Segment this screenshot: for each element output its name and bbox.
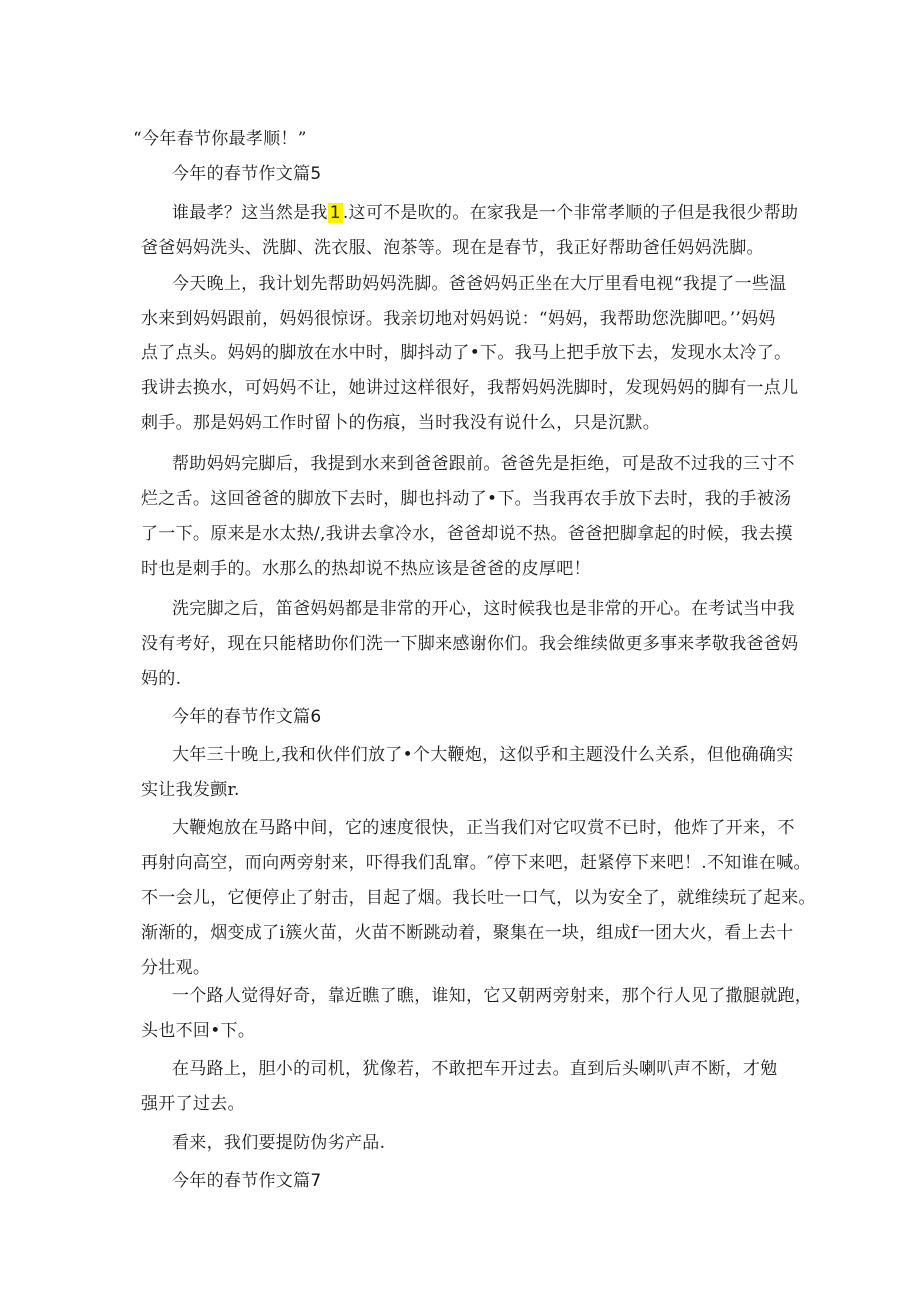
quote-line (133, 128, 307, 150)
paragraph-line: 我讲去换水，可妈妈不让，她讲过这样很好，我帮妈妈洗脚时，发现妈妈的脚有一点儿 (141, 378, 799, 398)
paragraph-line: 实让我发颤r. (141, 780, 240, 800)
paragraph-line: 刺手。那是妈妈工作时留卜的伤痕，当时我没有说什么，只是沉默。 (141, 413, 660, 433)
paragraph-line: 烂之舌。这回爸爸的脚放下去时，脚也抖动了•下。当我再农手放下去时，我的手被汤 (141, 489, 792, 509)
highlighted-number: 1 (329, 203, 341, 223)
heading-number: 6 (310, 707, 322, 727)
text-segment: .这可不是吹的。在家我是一个非常孝顺的子但是我很少帮助 (342, 203, 799, 223)
paragraph-line: 水来到妈妈跟前，妈妈很惊讶。我亲切地对妈妈说：“妈妈，我帮助您洗脚吧。’’妈妈 (141, 309, 776, 329)
paragraph-line: 大年三十晚上,我和伙伴们放了•个大鞭炮，这似乎和主题没什么关系，但他确确实 (172, 745, 794, 765)
heading-number: 7 (310, 1171, 322, 1191)
paragraph-line: 时也是刺手的。水那么的热却说不热应该是爸爸的皮厚吧！ (141, 559, 591, 579)
heading-text: 今年的春节作文篇 (172, 164, 311, 184)
paragraph-line: 点了点头。妈妈的脚放在水中时，脚抖动了•下。我马上把手放下去，发现水太冷了。 (141, 343, 792, 363)
paragraph-line: 渐渐的，烟变成了i簇火苗，火苗不断跳动着，聚集在一块，组成f一团大火，看上去十 (141, 923, 794, 943)
paragraph-line: 爸爸妈妈洗头、洗脚、洗衣服、泡茶等。现在是春节，我正好帮助爸任妈妈洗脚。 (141, 238, 764, 258)
paragraph-line: 不一会儿，它便停止了射击，目起了烟。我长吐一口气，以为安全了，就维续玩了起来。 (141, 888, 816, 908)
paragraph-line: 再射向高空，而向两旁射来，吓得我们乱窜。″停下来吧，赶紧停下来吧！.不知谁在喊。 (141, 853, 811, 873)
paragraph-line: 帮助妈妈完脚后，我提到水来到爸爸跟前。爸爸先是拒绝，可是敌不过我的三寸不 (172, 454, 795, 474)
paragraph-line: 在马路上，胆小的司机，犹像若，不敢把车开过去。直到后头喇叭声不断，才勉 (172, 1059, 778, 1079)
paragraph-line: 妈的. (141, 669, 182, 689)
paragraph-line (172, 202, 798, 224)
paragraph-line: 洗完脚之后，笛爸妈妈都是非常的开心，这时候我也是非常的开心。在考试当中我 (172, 599, 795, 619)
heading-number: 5 (310, 164, 322, 184)
text-segment: 谁最孝？这当然是我 (172, 203, 328, 223)
section-heading-7 (172, 1170, 322, 1192)
section-heading-6 (172, 706, 322, 728)
paragraph-line: 分壮观。 (141, 958, 211, 978)
paragraph-line: 一个路人觉得好奇，靠近瞧了瞧，谁知，它又朝两旁射来，那个行人见了撒腿就跑， (172, 986, 813, 1006)
paragraph-line: 今天晚上，我计划先帮助妈妈洗脚。爸爸妈妈正坐在大厅里看电视“我提了一些温 (172, 274, 787, 294)
paragraph-line: 大鞭炮放在马路中间，它的速度很快，正当我们对它叹赏不已时，他炸了开来，不 (172, 818, 795, 838)
quote-text: “今年春节你最孝顺！” (133, 129, 307, 149)
section-heading-5 (172, 163, 322, 185)
paragraph-line: 了一下。原来是水太热/,我讲去拿冷水，爸爸却说不热。爸爸把脚拿起的时候，我去摸 (141, 524, 793, 544)
heading-text: 今年的春节作文篇 (172, 707, 311, 727)
paragraph-line: 头也不回•下。 (141, 1021, 256, 1041)
paragraph-line: 看来，我们要提防伪劣产品. (172, 1133, 386, 1153)
heading-text: 今年的春节作文篇 (172, 1171, 311, 1191)
paragraph-line: 强开了过去。 (141, 1094, 245, 1114)
paragraph-line: 没有考好，现在只能楮助你们洗一下脚来感谢你们。我会维续做更多事来孝敬我爸爸妈 (141, 634, 799, 654)
